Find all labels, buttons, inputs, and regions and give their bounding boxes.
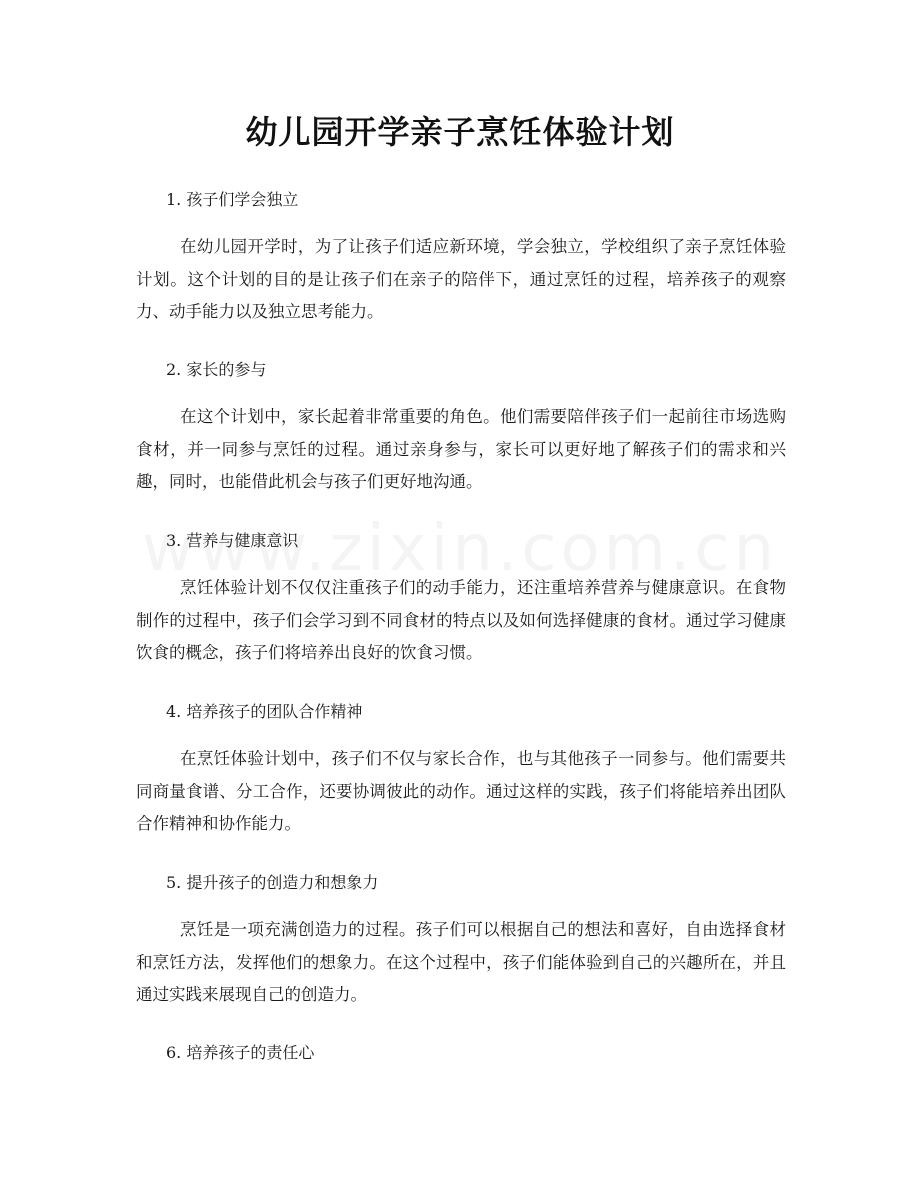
section-heading-3: 3. 营养与健康意识 — [166, 531, 299, 550]
section-heading-5: 5. 提升孩子的创造力和想象力 — [166, 873, 379, 892]
section-heading-1: 1. 孩子们学会独立 — [166, 190, 299, 209]
section-paragraph-1: 在幼儿园开学时，为了让孩子们适应新环境，学会独立，学校组织了亲子烹饪体验计划。这个计划的目的是让孩子们在亲子的陪伴下，通过烹饪的过程，培养孩子的观察力、动手能力以及独立思考能力。 — [136, 237, 786, 321]
section-heading-2: 2. 家长的参与 — [166, 360, 267, 379]
section-paragraph-2: 在这个计划中，家长起着非常重要的角色。他们需要陪伴孩子们一起前往市场选购食材，并一同参与烹饪的过程。通过亲身参与，家长可以更好地了解孩子们的需求和兴趣，同时，也能借此机会与孩子们更好地沟通。 — [136, 407, 786, 491]
section-heading-4: 4. 培养孩子的团队合作精神 — [166, 702, 363, 721]
section-heading-6: 6. 培养孩子的责任心 — [166, 1043, 315, 1062]
section-paragraph-3: 烹饪体验计划不仅仅注重孩子们的动手能力，还注重培养营养与健康意识。在食物制作的过程中，孩子们会学习到不同食材的特点以及如何选择健康的食材。通过学习健康饮食的概念，孩子们将培养出良好的饮食习惯。 — [136, 578, 786, 662]
page-title: 幼儿园开学亲子烹饪体验计划 — [245, 113, 675, 151]
section-paragraph-4: 在烹饪体验计划中，孩子们不仅与家长合作，也与其他孩子一同参与。他们需要共同商量食谱、分工合作，还要协调彼此的动作。通过这样的实践，孩子们将能培养出团队合作精神和协作能力。 — [136, 749, 786, 833]
section-paragraph-5: 烹饪是一项充满创造力的过程。孩子们可以根据自己的想法和喜好，自由选择食材和烹饪方法，发挥他们的想象力。在这个过程中，孩子们能体验到自己的兴趣所在，并且通过实践来展现自己的创造力。 — [136, 920, 786, 1004]
